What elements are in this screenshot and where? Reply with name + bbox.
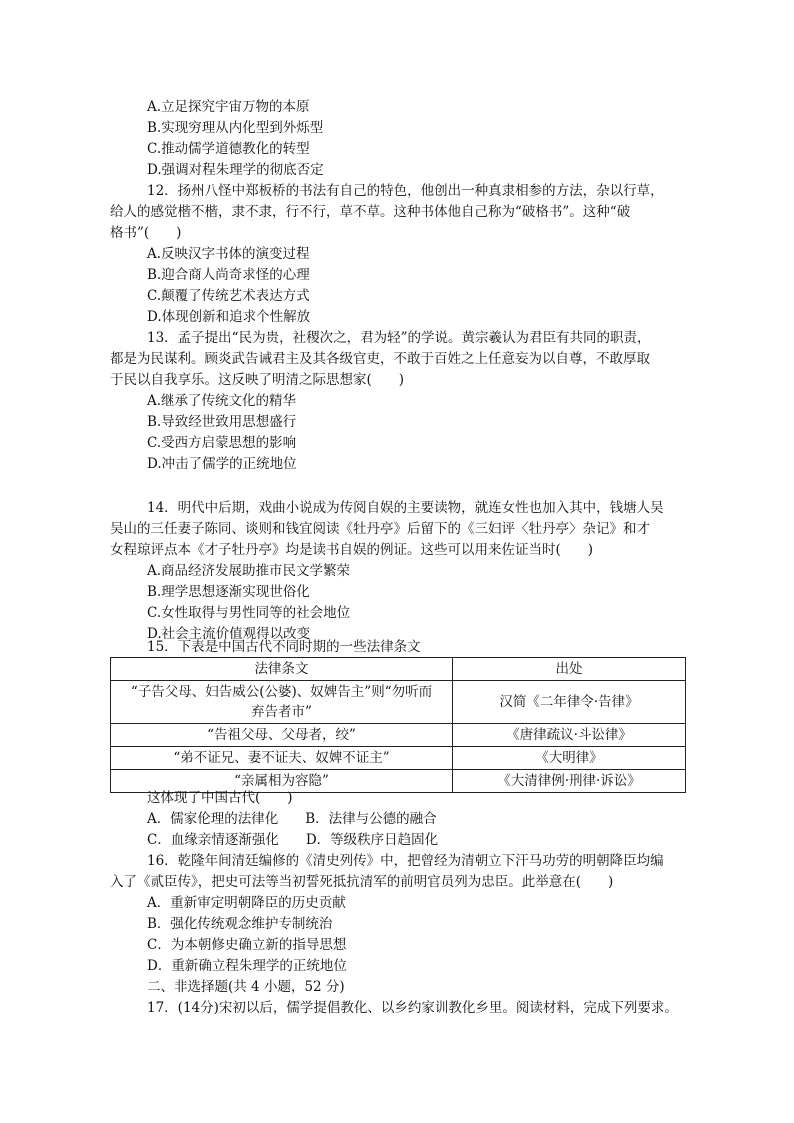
law-text-cell	[111, 681, 453, 724]
law-table	[110, 657, 686, 793]
q13-option-a: A.继承了传统文化的精华	[147, 393, 297, 409]
q17-stem: 17．(14分)宋初以后，儒学提倡教化、以乡约家训教化乡里。阅读材料，完成下列要求。	[147, 1000, 678, 1016]
q14-stem-line3: 女程琼评点本《才子牡丹亭》均是读书自娱的例证。这些可以用来佐证当时( )	[110, 542, 594, 558]
q15-options-cd: C．血缘亲情逐渐强化 D．等级秩序日趋固化	[147, 832, 439, 848]
law-source-cell: 汉简《二年律令·告律》	[453, 681, 686, 724]
q13-stem-line3: 于民以自我享乐。这反映了明清之际思想家( )	[110, 372, 405, 388]
table-row	[111, 681, 686, 724]
law-text-line1: “子告父母、妇告威公(公婆)、奴婢告主”则“勿听而	[130, 684, 433, 700]
q16-stem-line2: 入了《贰臣传》，把史可法等当初誓死抵抗清军的前明官员列为忠臣。此举意在( )	[110, 874, 614, 890]
q14-option-c: C.女性取得与男性同等的社会地位	[147, 605, 351, 621]
law-table-header-law: 法律条文	[111, 658, 453, 681]
law-source-cell: 《大明律》	[453, 747, 686, 770]
law-text-line2: 弃告者市”	[251, 704, 312, 720]
q13-option-d: D.冲击了儒学的正统地位	[147, 456, 297, 472]
law-text-cell: “弟不证兄、妻不证夫、奴婢不证主”	[111, 747, 453, 770]
q16-option-c: C．为本朝修史确立新的指导思想	[147, 937, 347, 953]
q11-option-c: C.推动儒学道德教化的转型	[147, 141, 310, 157]
q15-stem-line2: 这体现了中国古代( )	[147, 790, 293, 806]
q16-option-b: B．强化传统观念维护专制统治	[147, 916, 333, 932]
q13-stem-line1: 13．孟子提出“民为贵，社稷次之，君为轻”的学说。黄宗羲认为君臣有共同的职责，	[147, 330, 651, 346]
q14-option-b: B.理学思想逐渐实现世俗化	[147, 584, 310, 600]
q12-stem-line3: 格书”( )	[110, 225, 182, 241]
q13-stem-line2: 都是为民谋利。顾炎武告诫君主及其各级官吏，不敢于百姓之上任意妄为以自尊，不敢厚取	[110, 351, 650, 367]
law-text-cell: “告祖父母、父母者，绞”	[111, 724, 453, 747]
q16-stem-line1: 16．乾隆年间清廷编修的《清史列传》中，把曾经为清朝立下汗马功劳的明朝降臣均编	[147, 853, 664, 869]
q14-stem-line2: 吴山的三任妻子陈同、谈则和钱宜阅读《牡丹亭》后留下的《三妇评〈牡丹亭〉杂记》和才	[110, 521, 650, 537]
q15-options-ab: A．儒家伦理的法律化 B．法律与公德的融合	[147, 811, 437, 827]
q13-option-c: C.受西方启蒙思想的影响	[147, 435, 297, 451]
section-heading: 二、非选择题(共 4 小题，52 分)	[147, 979, 345, 995]
q12-stem-line1: 12．扬州八怪中郑板桥的书法有自己的特色，他创出一种真隶相参的方法，杂以行草，	[147, 183, 664, 199]
law-source-cell: 《大清律例·刑律·诉讼》	[453, 770, 686, 793]
q14-option-d: D.社会主流价值观得以改变	[147, 626, 311, 642]
law-table-header-source: 出处	[453, 658, 686, 681]
q14-stem-line1: 14．明代中后期，戏曲小说成为传阅自娱的主要读物，就连女性也加入其中，钱塘人吴	[147, 500, 664, 516]
q16-option-d: D．重新确立程朱理学的正统地位	[147, 958, 347, 974]
q12-option-b: B.迎合商人尚奇求怪的心理	[147, 267, 310, 283]
law-text-cell: “亲属相为容隐”	[111, 770, 453, 793]
q16-option-a: A．重新审定明朝降臣的历史贡献	[147, 895, 346, 911]
q12-option-a: A.反映汉字书体的演变过程	[147, 246, 310, 262]
q11-option-b: B.实现穷理从内化型到外烁型	[147, 120, 324, 136]
table-row	[111, 747, 686, 770]
law-source-cell: 《唐律疏议·斗讼律》	[453, 724, 686, 747]
table-row	[111, 724, 686, 747]
law-table-header-row	[111, 658, 686, 681]
q14-option-a: A.商品经济发展助推市民文学繁荣	[147, 563, 351, 579]
q13-option-b: B.导致经世致用思想盛行	[147, 414, 297, 430]
q12-stem-line2: 给人的感觉楷不楷，隶不隶，行不行，草不草。这种书体他自己称为“破格书”。这种“破	[110, 204, 631, 220]
q11-option-a: A.立足探究宇宙万物的本原	[147, 99, 310, 115]
q12-option-c: C.颠覆了传统艺术表达方式	[147, 288, 310, 304]
q11-option-d: D.强调对程朱理学的彻底否定	[147, 162, 324, 178]
q15-stem-line1: 15．下表是中国古代不同时期的一些法律条文	[147, 639, 421, 655]
q12-option-d: D.体现创新和追求个性解放	[147, 309, 311, 325]
